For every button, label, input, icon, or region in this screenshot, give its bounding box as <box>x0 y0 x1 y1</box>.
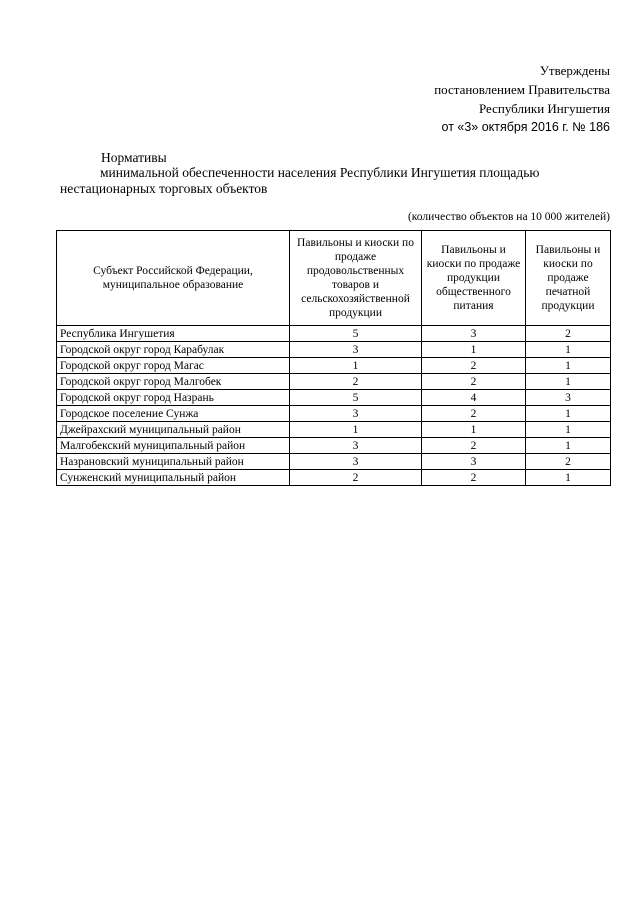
approval-line-resolution: постановлением Правительства <box>434 82 610 97</box>
table-row <box>57 342 611 358</box>
approval-block <box>434 61 610 137</box>
row-food-value: 2 <box>290 470 422 486</box>
row-name: Джейрахский муниципальный район <box>57 422 290 438</box>
row-catering-value: 4 <box>422 390 526 406</box>
document-title-line-1: минимальной обеспеченности населения Республики Ингушетия площадью <box>100 165 540 180</box>
row-print-value: 3 <box>526 390 611 406</box>
row-print-value: 1 <box>526 358 611 374</box>
approval-line-date: от «3» октября 2016 г. № 186 <box>441 120 610 134</box>
approval-line-approved: Утверждены <box>539 63 610 78</box>
table-row <box>57 374 611 390</box>
header-catering-kiosks: Павильоны и киоски по продаже продукции общественного питания <box>422 231 526 326</box>
row-print-value: 1 <box>526 342 611 358</box>
table-row <box>57 390 611 406</box>
row-print-value: 1 <box>526 470 611 486</box>
row-print-value: 2 <box>526 454 611 470</box>
table-header-row <box>57 231 611 326</box>
header-food-kiosks: Павильоны и киоски по продаже продовольственных товаров и сельскохозяйственной продукции <box>290 231 422 326</box>
row-name: Городское поселение Сунжа <box>57 406 290 422</box>
row-catering-value: 3 <box>422 326 526 342</box>
document-title-line-2: нестационарных торговых объектов <box>60 181 268 196</box>
row-food-value: 1 <box>290 358 422 374</box>
row-print-value: 1 <box>526 422 611 438</box>
row-catering-value: 2 <box>422 406 526 422</box>
row-catering-value: 3 <box>422 454 526 470</box>
row-food-value: 3 <box>290 438 422 454</box>
row-catering-value: 1 <box>422 422 526 438</box>
row-food-value: 1 <box>290 422 422 438</box>
row-name: Городской округ город Карабулак <box>57 342 290 358</box>
table-row <box>57 438 611 454</box>
row-name: Сунженский муниципальный район <box>57 470 290 486</box>
row-name: Городской округ город Малгобек <box>57 374 290 390</box>
row-print-value: 1 <box>526 374 611 390</box>
row-food-value: 3 <box>290 454 422 470</box>
row-catering-value: 2 <box>422 438 526 454</box>
row-print-value: 2 <box>526 326 611 342</box>
table-row <box>57 326 611 342</box>
units-note: (количество объектов на 10 000 жителей) <box>407 211 610 223</box>
row-food-value: 3 <box>290 342 422 358</box>
approval-line-republic: Республики Ингушетия <box>478 101 610 116</box>
document-title-head: Нормативы <box>101 150 167 165</box>
row-name: Назрановский муниципальный район <box>57 454 290 470</box>
row-food-value: 5 <box>290 326 422 342</box>
row-catering-value: 1 <box>422 342 526 358</box>
table-row <box>57 358 611 374</box>
row-catering-value: 2 <box>422 374 526 390</box>
row-food-value: 5 <box>290 390 422 406</box>
row-catering-value: 2 <box>422 358 526 374</box>
document-title <box>60 165 605 197</box>
row-food-value: 3 <box>290 406 422 422</box>
row-print-value: 1 <box>526 438 611 454</box>
row-catering-value: 2 <box>422 470 526 486</box>
row-name: Городской округ город Магас <box>57 358 290 374</box>
table-row <box>57 470 611 486</box>
table-row <box>57 454 611 470</box>
row-name: Городской округ город Назрань <box>57 390 290 406</box>
table-row <box>57 422 611 438</box>
table-row <box>57 406 611 422</box>
row-food-value: 2 <box>290 374 422 390</box>
row-name: Малгобекский муниципальный район <box>57 438 290 454</box>
header-subject: Субъект Российской Федерации, муниципальное образование <box>57 231 290 326</box>
header-print-kiosks: Павильоны и киоски по продаже печатной продукции <box>526 231 611 326</box>
row-print-value: 1 <box>526 406 611 422</box>
norms-table <box>56 230 611 486</box>
row-name: Республика Ингушетия <box>57 326 290 342</box>
